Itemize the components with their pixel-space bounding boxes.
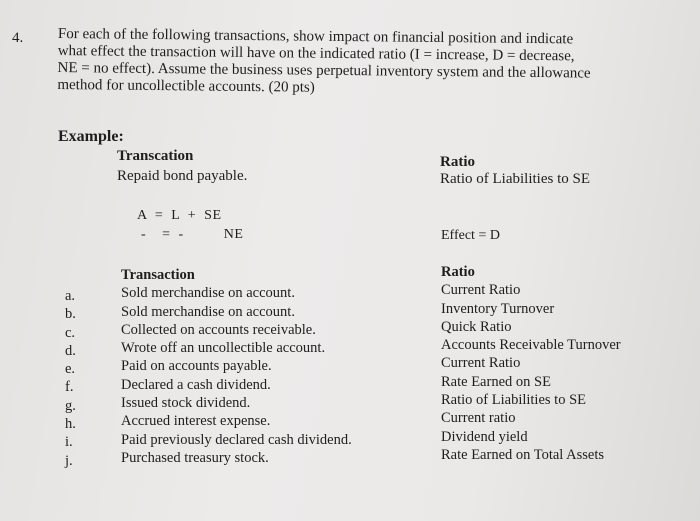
intro-line: what effect the transaction will have on the indicated ratio (I = increase, D = decrease, [57, 42, 575, 65]
ratio-item: Accounts Receivable Turnover [441, 337, 621, 354]
transaction-item: Sold merchandise on account. [121, 285, 295, 302]
intro-line: For each of the following transactions, show impact on financial position and indicate [57, 26, 574, 48]
item-letter: h. [65, 416, 76, 433]
example-transaction-text: Repaid bond payable. [117, 168, 248, 184]
transaction-item: Wrote off an uncollectible account. [121, 340, 326, 357]
item-letter: i. [65, 434, 73, 451]
intro-line: NE = no effect). Assume the business uses perpetual inventory system and the allowance [57, 59, 591, 82]
item-letter: d. [65, 342, 76, 359]
question-number: 4. [12, 30, 24, 46]
ratio-item: Ratio of Liabilities to SE [441, 392, 586, 409]
example-effect: Effect = D [441, 228, 500, 243]
ratio-item: Current ratio [441, 410, 516, 427]
item-letter: a. [65, 288, 76, 304]
item-letters [65, 287, 76, 470]
item-letter: b. [65, 306, 76, 323]
question-intro [57, 26, 591, 100]
ratio-item: Dividend yield [441, 428, 528, 445]
item-letter: e. [65, 361, 76, 378]
example-transaction-header: Transcation [117, 148, 194, 164]
ratio-item: Rate Earned on SE [441, 373, 551, 390]
item-letter: g. [65, 397, 76, 414]
accounting-equation: A = L + SE [137, 208, 222, 223]
transaction-item: Sold merchandise on account. [121, 303, 295, 320]
example-ratio-text: Ratio of Liabilities to SE [440, 171, 590, 187]
ratio-header: Ratio [441, 264, 475, 280]
intro-line: method for uncollectible accounts. (20 pts) [57, 76, 315, 96]
item-letter: j. [65, 452, 73, 469]
transaction-item: Issued stock dividend. [121, 395, 251, 412]
ratio-column [441, 263, 621, 464]
item-letter: c. [65, 324, 76, 341]
transaction-item: Paid previously declared cash dividend. [121, 431, 352, 448]
transaction-header: Transaction [121, 267, 195, 283]
example-title: Example: [58, 128, 124, 145]
transaction-item: Declared a cash dividend. [121, 376, 271, 393]
ratio-item: Inventory Turnover [441, 300, 555, 317]
transaction-item: Paid on accounts payable. [121, 358, 272, 375]
ratio-item: Current Ratio [441, 282, 521, 299]
item-letter: f. [65, 379, 74, 396]
example-ratio-header: Ratio [440, 154, 475, 170]
ratio-item: Rate Earned on Total Assets [441, 446, 605, 463]
equation-effects: - = - NE [141, 227, 244, 242]
transaction-item: Purchased treasury stock. [121, 449, 269, 466]
ratio-item: Current Ratio [441, 355, 521, 372]
transaction-column [121, 266, 352, 467]
ratio-item: Quick Ratio [441, 318, 512, 335]
transaction-item: Accrued interest expense. [121, 413, 271, 430]
transaction-item: Collected on accounts receivable. [121, 321, 316, 338]
